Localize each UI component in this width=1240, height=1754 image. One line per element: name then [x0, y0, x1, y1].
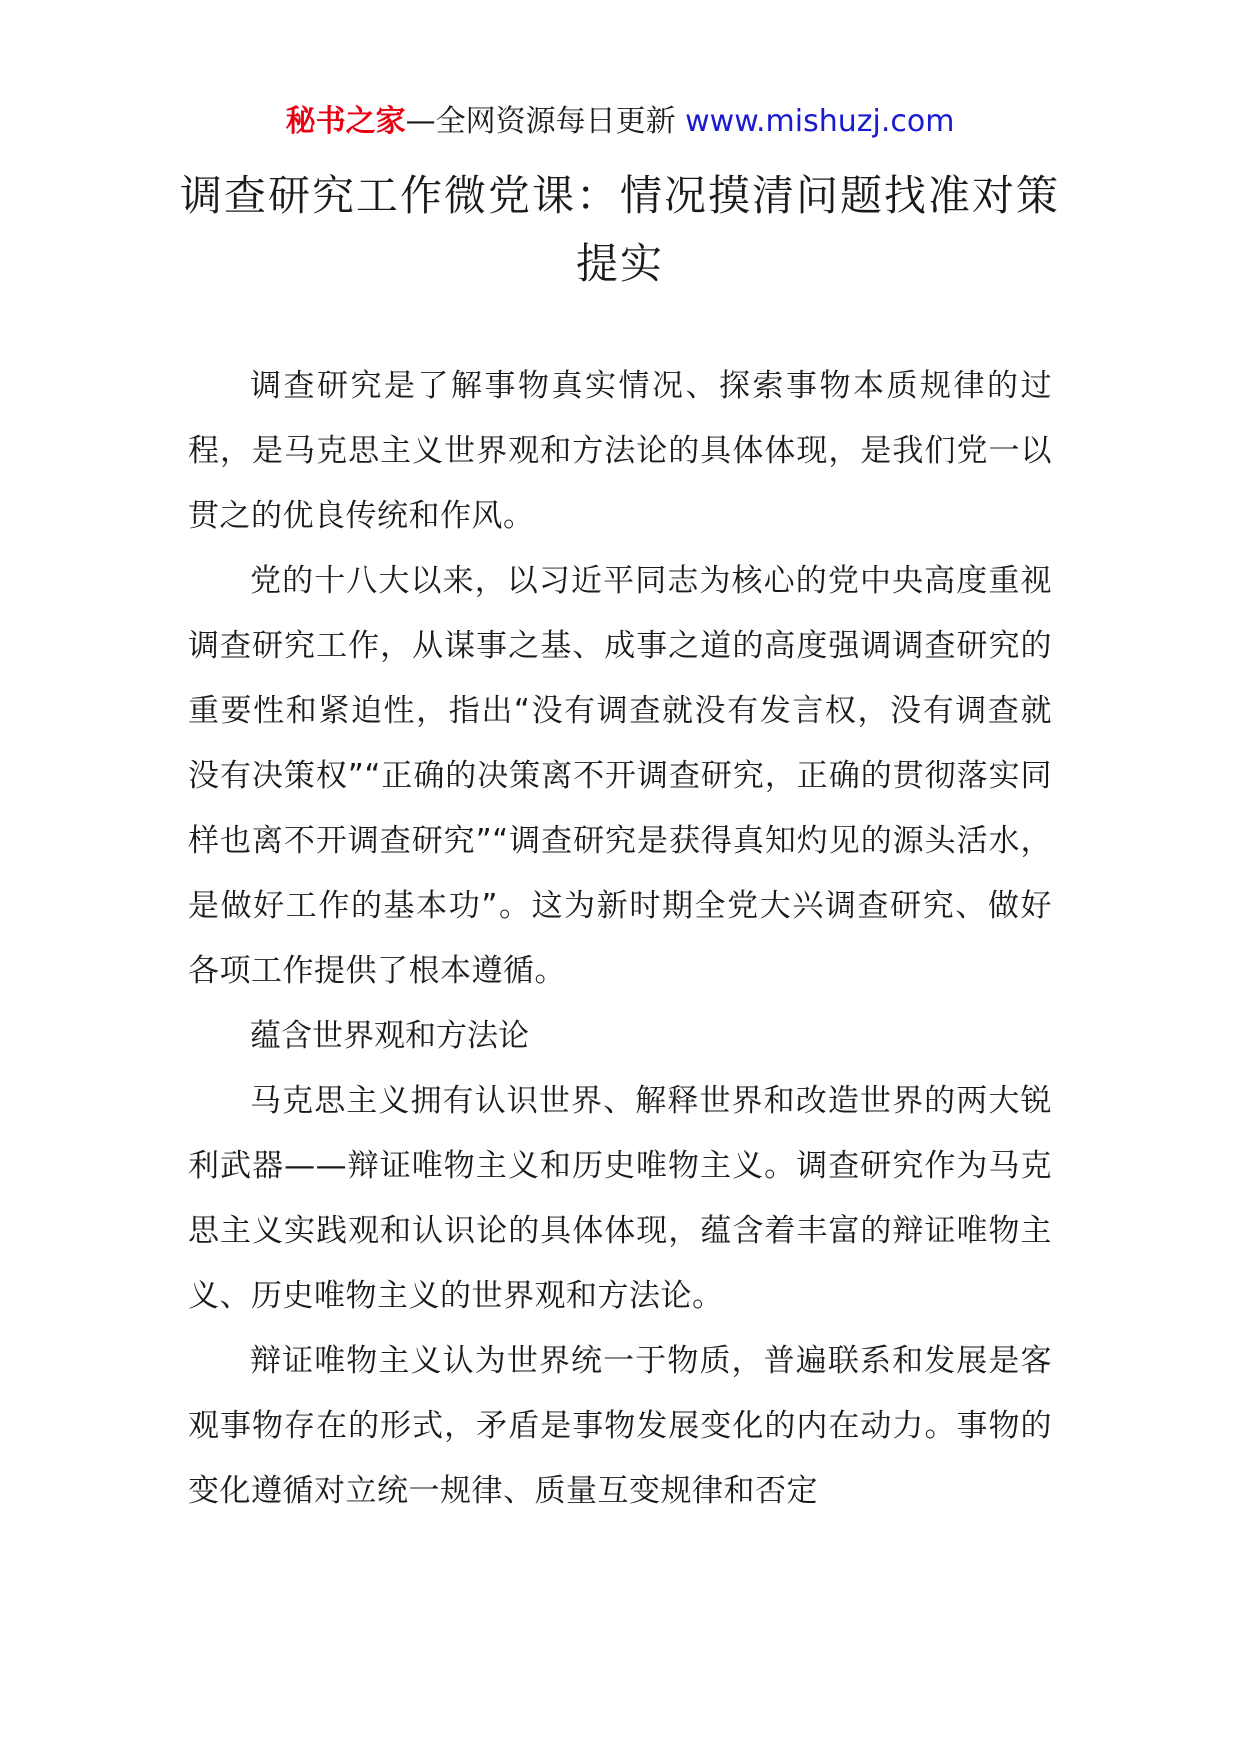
header-slogan: —全网资源每日更新: [405, 104, 676, 139]
document-body: [188, 354, 1052, 1524]
paragraph: 马克思主义拥有认识世界、解释世界和改造世界的两大锐利武器——辩证唯物主义和历史唯物主义。调查研究作为马克思主义实践观和认识论的具体体现，蕴含着丰富的辩证唯物主义、历史唯物主义的世界观和方法论。: [188, 1083, 1052, 1314]
paragraph: 辩证唯物主义认为世界统一于物质，普遍联系和发展是客观事物存在的形式，矛盾是事物发展变化的内在动力。事物的变化遵循对立统一规律、质量互变规律和否定: [188, 1343, 1052, 1509]
document-title: 调查研究工作微党课：情况摸清问题找准对策提实: [180, 171, 1061, 288]
paragraph: 调查研究是了解事物真实情况、探索事物本质规律的过程，是马克思主义世界观和方法论的具体体现，是我们党一以贯之的优良传统和作风。: [188, 368, 1052, 534]
site-url-link[interactable]: www.mishuzj.com: [685, 104, 955, 139]
site-header: [0, 100, 1240, 144]
section-heading: 蕴含世界观和方法论: [250, 1018, 529, 1054]
brand-name: 秘书之家: [285, 104, 406, 139]
paragraph: 党的十八大以来，以习近平同志为核心的党中央高度重视调查研究工作，从谋事之基、成事之道的高度强调调查研究的重要性和紧迫性，指出“没有调查就没有发言权，没有调查就没有决策权”“正确的决策离不开调查研究，正确的贯彻落实同样也离不开调查研究”“调查研究是获得真知灼见的源头活水，是做好工作的基本功”。这为新时期全党大兴调查研究、做好各项工作提供了根本遵循。: [188, 563, 1052, 989]
